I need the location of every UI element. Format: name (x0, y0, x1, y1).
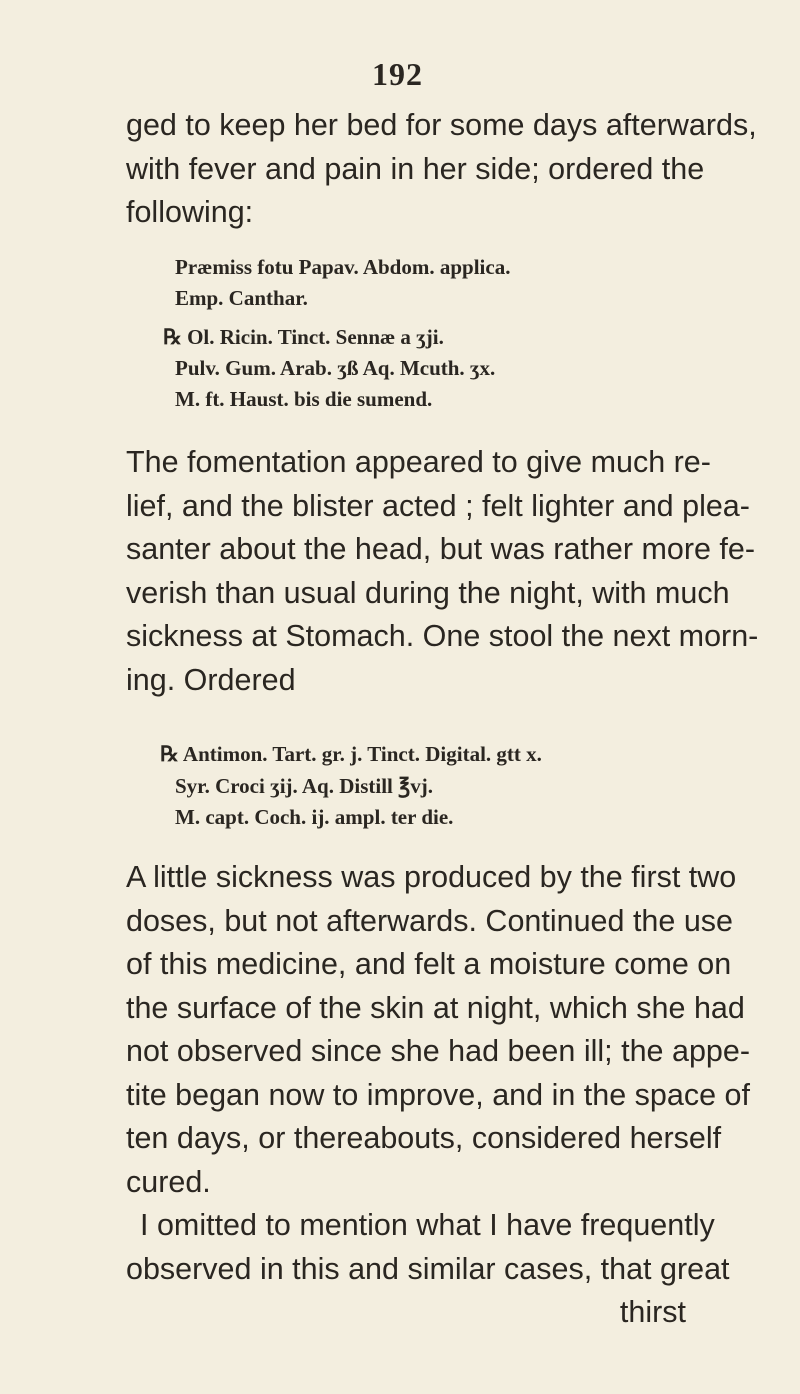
prescription-line: ℞ Antimon. Tart. gr. j. Tinct. Digital. gtt x. (160, 742, 542, 766)
prescription-1-part-a (175, 252, 510, 314)
paragraph-1 (126, 104, 757, 235)
prescription-1-part-b (163, 322, 444, 353)
page-number: 192 (372, 56, 423, 92)
paragraph-4 (126, 1204, 730, 1335)
catchword: thirst (619, 1295, 686, 1329)
prescription-line: M. capt. Coch. ij. ampl. ter die. (175, 805, 454, 829)
text-line: A little sickness was produced by the first two (126, 860, 737, 894)
text-line: lief, and the blister acted ; felt lighter and plea- (126, 488, 750, 523)
text-line: the surface of the skin at night, which she had (126, 990, 745, 1025)
prescription-2-part-a (160, 739, 542, 770)
text-line: ged to keep her bed for some days afterwards, (126, 108, 757, 142)
text-line: not observed since she had been ill; the appe- (126, 1034, 750, 1068)
prescription-line: M. ft. Haust. bis die sumend. (175, 387, 433, 411)
prescription-line: ℞ Ol. Ricin. Tinct. Sennæ a ʒji. (163, 325, 444, 349)
prescription-line: Syr. Croci ʒij. Aq. Distill ℥vj. (175, 774, 434, 798)
prescription-line: Præmiss fotu Papav. Abdom. applica. (175, 255, 511, 279)
text-line: doses, but not afterwards. Continued the use (126, 903, 733, 938)
text-line: cured. (126, 1164, 211, 1199)
text-line: sickness at Stomach. One stool the next morn- (126, 619, 759, 653)
prescription-line: Emp. Canthar. (175, 286, 308, 310)
prescription-line: Pulv. Gum. Arab. ʒß Aq. Mcuth. ʒx. (175, 356, 496, 380)
paragraph-2 (126, 441, 759, 702)
text-line: tite began now to improve, and in the space of (126, 1077, 750, 1112)
text-line: verish than usual during the night, with much (126, 575, 730, 610)
text-line: with fever and pain in her side; ordered the (126, 151, 705, 186)
prescription-2-part-b (175, 771, 453, 833)
text-line: ten days, or thereabouts, considered herself (126, 1121, 722, 1155)
text-line: santer about the head, but was rather more fe- (126, 532, 756, 566)
paragraph-3 (126, 856, 750, 1204)
text-line: of this medicine, and felt a moisture come on (126, 947, 732, 981)
text-line: ing. Ordered (126, 662, 296, 697)
text-line: I omitted to mention what I have frequently (140, 1208, 715, 1242)
text-line: observed in this and similar cases, that great (126, 1251, 730, 1286)
text-line: The fomentation appeared to give much re- (126, 445, 711, 479)
prescription-1-part-c (175, 353, 495, 415)
text-line: following: (126, 195, 254, 229)
